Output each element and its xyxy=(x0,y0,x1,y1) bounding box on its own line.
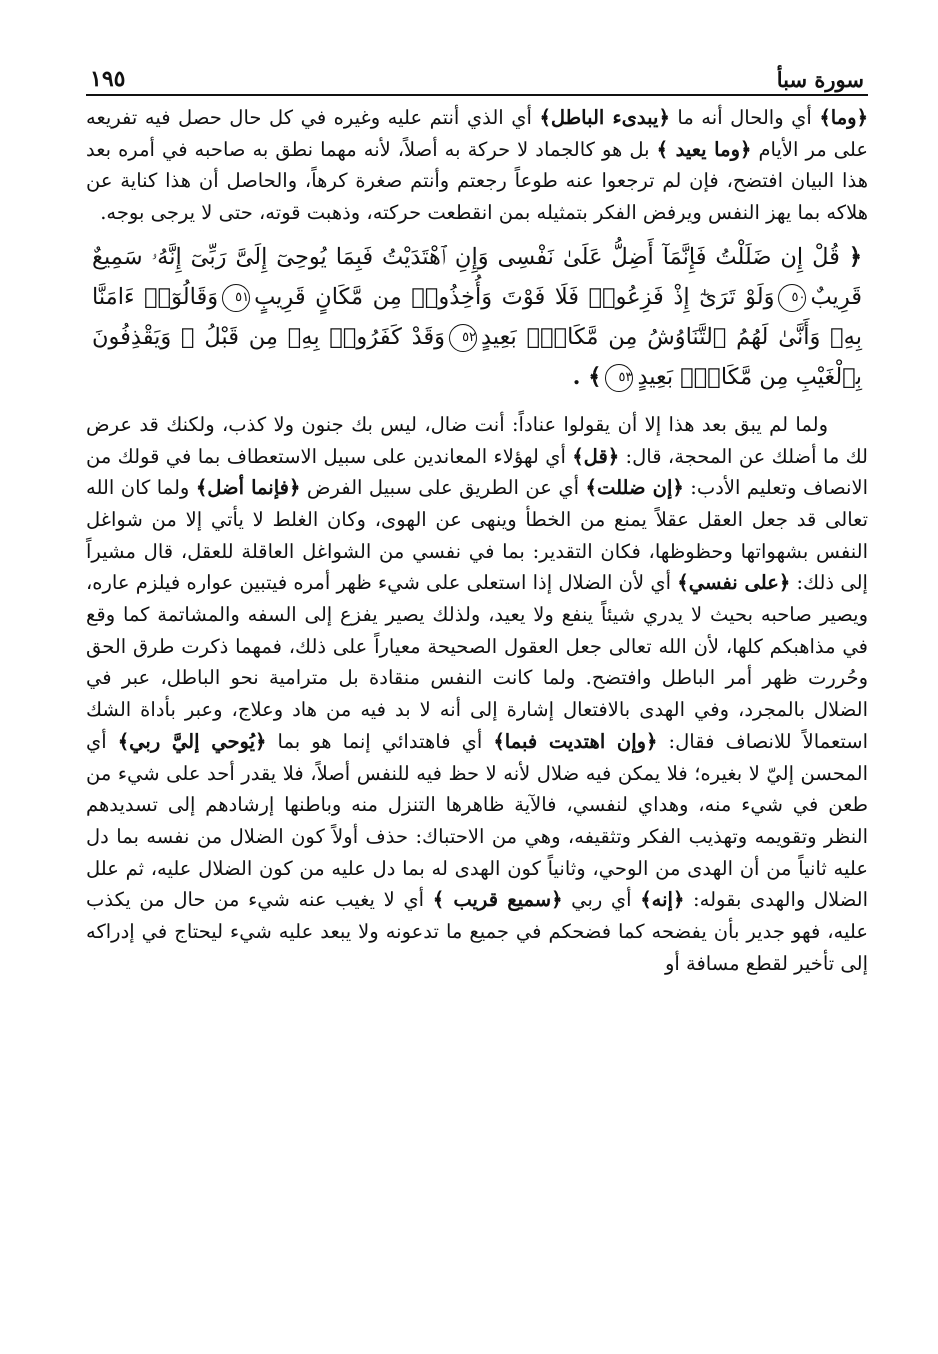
commentary-text: ولما كان الله تعالى قد جعل العقل عقلاً يمنع من الخطأ وينهى عن الهوى، وكان الغلط لا يأتي إلا من شواغل النفس بشهواتها وحظوظها، فكان التقدير: بما في نفسي من الشواغل العاقلة للعقل، قال مشيراً إلى ذلك: xyxy=(86,476,868,595)
page xyxy=(86,62,868,979)
verse-52: وَقَالُوٓا۟ ءَامَنَّا بِهِۦ وَأَنَّىٰ لَهُمُ ٱلتَّنَاوُشُ مِن مَّكَانٍۭ بَعِيدٍ xyxy=(92,283,862,350)
commentary-text: أي الذي أنتم عليه وغيره في كل حال حصل فيه تفريعه على مر الأيام xyxy=(86,106,869,161)
surah-title: سورة سبأ xyxy=(776,67,864,92)
intro-paragraph xyxy=(86,102,868,229)
verse-50: قُلْ إِن ضَلَلْتُ فَإِنَّمَآ أَضِلُّ عَلَىٰ نَفْسِى وَإِنِ ٱهْتَدَيْتُ فَبِمَا يُوحِىٓ إِلَىَّ رَبِّىٓ إِنَّهُۥ سَمِيعٌ قَرِيبٌ xyxy=(92,243,862,310)
commentary-text: أي لأن الضلال إذا استعلى على شيء ظهر أمره فيتبين عواره فيلزم عاره، ويصير صاحبه بحيث لا يدري شيئاً ينفع ولا يعيد، ولذلك يصير يفزع إلى السفه والمشاتمة كما وقع في مذاهبكم كلها، لأن الله تعالى جعل العقول الصحيحة معياراً على ذلك، فمهما ذكرت طرق الحق وحُررت ظهر أمر الباطل وافتضح. ولما كانت النفس منقادة بل مترامية نحو الباطل، عبر في الضلال بالمجرد، وفي الهدى بالافتعال إشارة إلى أنه لا بد فيه من هاد وعلاج، وعبر بأداة الشك استعمالاً للانصاف فقال: xyxy=(86,571,868,753)
quran-quote: ﴿يبدىء الباطل﴾ xyxy=(539,106,670,129)
quran-quote: ﴿إنه﴾ xyxy=(640,888,685,912)
quran-quote: ﴿يُوحي إليَّ ربي﴾ xyxy=(117,729,267,753)
quran-verses-block xyxy=(92,237,862,397)
quran-quote: ﴿وما﴾ xyxy=(819,106,868,129)
commentary-text: أي لهؤلاء المعاندين على سبيل الاستعطاف بما في قولك من الانصاف وتعليم الأدب: xyxy=(86,444,868,500)
commentary-text: أي المحسن إليّ لا بغيره؛ فلا يمكن فيه ضلال لأنه لا حظ فيه للنفس أصلاً، فلا يقدر أحد على شيء من طعن في شيء منه، وهداي لنفسي، فالآية ظاهرها التنزل منه وباطنها إرشادهم إلى تسديدهم النظر وتقويمه وتهذيب الفكر وتثقيفه، وهي من الاحتباك: حذف أولاً كون الضلال من نفسه بما دل عليه ثانياً من أن الهدى من الوحي، وثانياً كون الهدى له بما دل عليه من كون الضلال عليه، ثم علل الضلال والهدى بقوله: xyxy=(86,729,868,912)
commentary-text: أي فاهتدائي إنما هو بما xyxy=(266,729,494,753)
quran-quote: ﴿قل﴾ xyxy=(572,444,620,468)
commentary-text: أي لا يغيب عنه شيء من حال من يكذب عليه، فهو جدير بأن يفضحه كما فضحكم في جميع ما تدعونه ولا يبعد عليه شيء ليحتاج في إدراكه إلى تأخير لقطع مسافة أو xyxy=(86,888,868,975)
verse-53: وَقَدْ كَفَرُوا۟ بِهِۦ مِن قَبْلُ ۖ وَيَقْذِفُونَ بِٱلْغَيْبِ مِن مَّكَانٍۭ بَعِيدٍ xyxy=(92,323,862,390)
page-body xyxy=(86,96,868,979)
ayah-number-52: ٥٢ xyxy=(449,324,477,352)
ayah-number-51: ٥١ xyxy=(222,284,250,312)
quran-quote: ﴿إن ضللت﴾ xyxy=(585,476,684,500)
commentary-text: بل هو كالجماد لا حركة به أصلاً، لأنه مهما نطق به صاحبه في أمره بعد هذا البيان افتضح، فإن لم ترجعوا عنه طوعاً رجعتم وأنتم صغرة كرهاً، والحاصل أن هذا كناية عن هلاكه بما يهز النفس ويرفض الفكر بتمثيله بمن انقطعت حركته، وذهبت قوته، حتى لا يرجى بوجه. xyxy=(86,137,868,225)
ayah-number-50: ٥٠ xyxy=(778,284,806,312)
commentary-text: أي ربي xyxy=(562,888,641,912)
commentary-text: أي عن الطريق على سبيل الفرض xyxy=(300,476,586,500)
quran-quote: ﴿سميع قريب ﴾ xyxy=(432,888,563,912)
commentary-text: أي والحال أنه ما xyxy=(669,106,820,129)
quran-quote: ﴿على نفسي﴾ xyxy=(677,571,791,595)
ornate-bracket-close: ﴾ . xyxy=(572,363,602,390)
commentary-paragraph xyxy=(86,409,868,980)
quran-quote: ﴿فإنما أضل﴾ xyxy=(195,476,301,500)
quran-quote: ﴿وما يعيد ﴾ xyxy=(656,137,752,161)
verse-51: وَلَوْ تَرَىٰٓ إِذْ فَزِعُوا۟ فَلَا فَوْتَ وَأُخِذُوا۟ مِن مَّكَانٍ قَرِيبٍ xyxy=(254,283,775,310)
page-number: ١٩٥ xyxy=(90,66,126,92)
ayah-number-53: ٥٣ xyxy=(605,364,633,392)
commentary-text: ولما لم يبق بعد هذا إلا أن يقولوا عناداً: أنت ضال، ليس بك جنون ولا كذب، ولكنك قد عرض لك ما أضلك عن المحجة، قال: xyxy=(86,412,868,468)
ornate-bracket-open: ﴿ xyxy=(848,243,862,270)
page-header xyxy=(86,62,868,96)
quran-quote: ﴿وإن اهتديت فبما﴾ xyxy=(493,729,658,753)
